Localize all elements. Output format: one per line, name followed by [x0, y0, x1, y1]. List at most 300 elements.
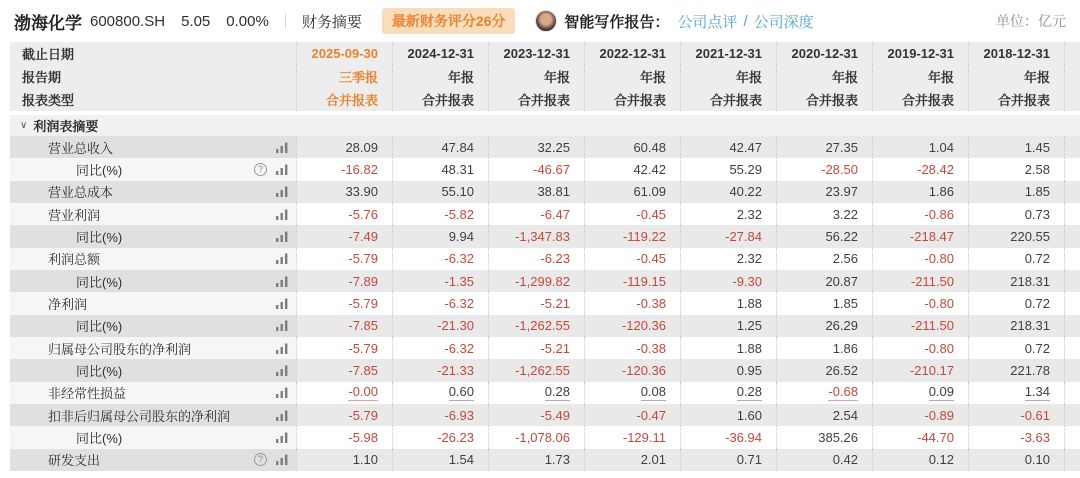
- row-label-cell: [10, 292, 296, 314]
- table-row: [10, 292, 1080, 314]
- value-cell: [968, 136, 1064, 158]
- value-cell: [680, 181, 776, 203]
- value-cell: [488, 449, 584, 471]
- value-text[interactable]: -0.68: [828, 384, 858, 400]
- value-text: -0.80: [924, 251, 954, 267]
- value-cell: [680, 292, 776, 314]
- row-label-cell: [10, 404, 296, 426]
- table-edge-sliver: [1064, 337, 1080, 359]
- value-cell: [296, 136, 392, 158]
- value-text: -210.17: [909, 363, 954, 379]
- bar-chart-icon[interactable]: [276, 298, 288, 309]
- value-cell: [776, 248, 872, 270]
- value-cell: [968, 270, 1064, 292]
- value-text: 0.95: [736, 363, 762, 379]
- value-text: -5.21: [540, 296, 570, 312]
- value-text: 1.86: [928, 184, 954, 200]
- value-text: 2.01: [640, 452, 666, 468]
- value-text: -1,078.06: [515, 430, 570, 446]
- value-cell: [680, 158, 776, 180]
- row-icons: [276, 186, 288, 197]
- value-text: 0.72: [1024, 251, 1050, 267]
- value-text[interactable]: 0.28: [544, 384, 570, 400]
- value-cell: [488, 158, 584, 180]
- ai-report-label: 智能写作报告：: [564, 13, 670, 31]
- value-cell: [776, 359, 872, 381]
- value-text: 26.52: [825, 363, 858, 379]
- value-cell: [296, 158, 392, 180]
- value-text: -21.33: [437, 363, 474, 379]
- value-cell: [680, 359, 776, 381]
- value-cell: [392, 426, 488, 448]
- value-cell: [296, 426, 392, 448]
- value-cell: [776, 225, 872, 247]
- table-edge-sliver: [1064, 65, 1080, 88]
- table-edge-sliver: [1064, 203, 1080, 225]
- value-cell: [488, 270, 584, 292]
- value-text: -6.93: [444, 407, 474, 423]
- value-text: -5.82: [444, 206, 474, 222]
- value-text: 1.88: [736, 296, 762, 312]
- value-text[interactable]: 0.09: [928, 384, 954, 400]
- value-cell: [776, 337, 872, 359]
- value-cell: [680, 203, 776, 225]
- bar-chart-icon[interactable]: [276, 186, 288, 197]
- table-edge-sliver: [1064, 404, 1080, 426]
- question-icon[interactable]: ?: [254, 453, 267, 466]
- table-row: [10, 203, 1080, 225]
- value-text: -1.35: [444, 273, 474, 289]
- header-cell-type: 合并报表: [584, 88, 680, 111]
- value-cell: [296, 337, 392, 359]
- value-text: 61.09: [633, 184, 666, 200]
- bar-chart-icon[interactable]: [276, 142, 288, 153]
- row-icons: [276, 209, 288, 220]
- value-cell: [392, 449, 488, 471]
- value-text: -21.30: [437, 318, 474, 334]
- value-cell: [872, 449, 968, 471]
- value-cell: [488, 181, 584, 203]
- table-row: [10, 449, 1080, 471]
- value-text: 218.31: [1010, 273, 1050, 289]
- value-text: -28.42: [917, 162, 954, 178]
- value-cell: [872, 359, 968, 381]
- header-cell-period: 年报: [392, 65, 488, 88]
- header-cell-type: 合并报表: [296, 88, 392, 111]
- value-cell: [488, 426, 584, 448]
- value-text[interactable]: 1.34: [1024, 384, 1050, 400]
- value-text: -120.36: [621, 363, 666, 379]
- value-cell: [872, 225, 968, 247]
- row-icons: [276, 231, 288, 242]
- value-cell: [968, 315, 1064, 337]
- row-label-cell: [10, 225, 296, 247]
- stock-change-percent: 0.00%: [226, 12, 269, 30]
- value-cell: [680, 337, 776, 359]
- value-text[interactable]: 0.28: [736, 384, 762, 400]
- value-text: 23.97: [825, 184, 858, 200]
- value-cell: [872, 404, 968, 426]
- row-label: 同比(%): [76, 274, 123, 290]
- header-cell-date: 2025-09-30: [296, 42, 392, 65]
- value-text: 42.42: [633, 162, 666, 178]
- value-cell: [584, 158, 680, 180]
- table-edge-sliver: [1064, 248, 1080, 270]
- value-text: -6.47: [540, 206, 570, 222]
- top-bar: [0, 0, 1080, 42]
- header-cell-type: 合并报表: [392, 88, 488, 111]
- row-label: 扣非后归属母公司股东的净利润: [48, 408, 231, 424]
- stock-price: 5.05: [181, 12, 211, 30]
- value-cell: [680, 136, 776, 158]
- row-label: 利润总额: [48, 252, 101, 268]
- value-text: 1.85: [832, 296, 858, 312]
- value-cell: [968, 292, 1064, 314]
- value-cell: [392, 337, 488, 359]
- value-cell: [776, 136, 872, 158]
- value-cell: [584, 359, 680, 381]
- row-icons: [276, 387, 288, 398]
- header-cell-period: 年报: [488, 65, 584, 88]
- bar-chart-icon[interactable]: [276, 231, 288, 242]
- value-cell: [584, 426, 680, 448]
- value-cell: [296, 382, 392, 404]
- value-text: 0.72: [1024, 340, 1050, 356]
- table-row: [10, 225, 1080, 247]
- link-company-depth[interactable]: 公司深度: [753, 13, 814, 31]
- value-cell: [392, 382, 488, 404]
- value-cell: [776, 315, 872, 337]
- value-cell: [584, 337, 680, 359]
- value-cell: [296, 449, 392, 471]
- table-edge-sliver: [1064, 292, 1080, 314]
- value-text: -5.79: [348, 296, 378, 312]
- value-text: -44.70: [917, 430, 954, 446]
- table-row: [10, 426, 1080, 448]
- header-label-period: 报告期: [22, 70, 62, 85]
- value-cell: [680, 404, 776, 426]
- value-text[interactable]: 0.08: [640, 384, 666, 400]
- vertical-divider: [285, 13, 286, 29]
- value-cell: [488, 136, 584, 158]
- value-cell: [296, 203, 392, 225]
- value-cell: [392, 292, 488, 314]
- value-cell: [872, 337, 968, 359]
- row-label: 营业总成本: [48, 185, 114, 201]
- row-label: 营业总收入: [48, 140, 114, 156]
- header-row-date: [10, 42, 1080, 65]
- table-edge-sliver: [1064, 225, 1080, 247]
- table-row: [10, 248, 1080, 270]
- value-text: 26.29: [825, 318, 858, 334]
- value-cell: [968, 337, 1064, 359]
- value-text: -5.98: [348, 430, 378, 446]
- value-cell: [488, 337, 584, 359]
- value-text: -7.85: [348, 363, 378, 379]
- value-cell: [584, 382, 680, 404]
- value-cell: [968, 203, 1064, 225]
- header-label-date: 截止日期: [22, 47, 75, 62]
- row-label-cell: [10, 449, 296, 471]
- stock-code: 600800.SH: [90, 12, 166, 30]
- value-text: -218.47: [909, 229, 954, 245]
- value-cell: [584, 292, 680, 314]
- row-label-cell: [10, 382, 296, 404]
- value-text: 1.60: [736, 407, 762, 423]
- tab-financial-summary[interactable]: 财务摘要: [301, 13, 362, 31]
- header-cell-date: 2023-12-31: [488, 42, 584, 65]
- table-row: [10, 404, 1080, 426]
- value-text: 220.55: [1010, 229, 1050, 245]
- bar-chart-icon[interactable]: [276, 410, 288, 421]
- value-text: -6.23: [540, 251, 570, 267]
- value-cell: [488, 225, 584, 247]
- value-text: -5.79: [348, 407, 378, 423]
- value-text: -0.38: [636, 296, 666, 312]
- row-label: 同比(%): [76, 431, 123, 447]
- header-cell-date: 2021-12-31: [680, 42, 776, 65]
- bar-chart-icon[interactable]: [276, 320, 288, 331]
- value-text: 27.35: [825, 139, 858, 155]
- section-title: 利润表摘要: [33, 119, 99, 134]
- value-cell: [680, 225, 776, 247]
- value-text: 1.73: [544, 452, 570, 468]
- assistant-avatar-icon: [535, 10, 557, 32]
- value-text: -119.22: [622, 229, 666, 245]
- value-text: 0.42: [832, 452, 858, 468]
- link-company-comment[interactable]: 公司点评: [677, 13, 738, 31]
- row-label: 同比(%): [76, 163, 123, 179]
- value-text: 0.73: [1024, 206, 1050, 222]
- value-cell: [872, 270, 968, 292]
- value-text: 2.58: [1024, 162, 1050, 178]
- row-icons: [276, 365, 288, 376]
- row-icons: [254, 163, 288, 176]
- chevron-down-icon[interactable]: ∨: [20, 120, 28, 131]
- table-edge-sliver: [1064, 449, 1080, 471]
- value-text: -0.38: [636, 340, 666, 356]
- value-cell: [392, 270, 488, 292]
- table-row: [10, 136, 1080, 158]
- value-cell: [392, 136, 488, 158]
- value-text: 1.25: [736, 318, 762, 334]
- value-cell: [488, 404, 584, 426]
- value-text: -9.30: [732, 273, 762, 289]
- row-icons: [276, 343, 288, 354]
- value-cell: [776, 158, 872, 180]
- value-cell: [584, 315, 680, 337]
- value-cell: [296, 292, 392, 314]
- value-text: 1.88: [736, 340, 762, 356]
- section-income-statement[interactable]: [10, 115, 1080, 136]
- value-text: -27.84: [725, 229, 762, 245]
- row-label: 净利润: [48, 297, 88, 313]
- stock-name: 渤海化学: [14, 13, 82, 33]
- header-cell-period: 三季报: [296, 65, 392, 88]
- value-text: -129.11: [622, 430, 666, 446]
- table-edge-sliver: [1064, 382, 1080, 404]
- value-text: -6.32: [444, 340, 474, 356]
- value-text: -7.49: [348, 229, 378, 245]
- row-label-cell: [10, 270, 296, 292]
- bar-chart-icon[interactable]: [276, 209, 288, 220]
- row-icons: [276, 253, 288, 264]
- value-cell: [392, 181, 488, 203]
- table-row: [10, 270, 1080, 292]
- value-text: -1,299.82: [515, 273, 570, 289]
- header-label-type: 报表类型: [22, 93, 75, 108]
- header-cell-type: 合并报表: [776, 88, 872, 111]
- bar-chart-icon[interactable]: [276, 253, 288, 264]
- header-cell-date: 2022-12-31: [584, 42, 680, 65]
- value-cell: [584, 225, 680, 247]
- question-icon[interactable]: ?: [254, 163, 267, 176]
- row-icons: [276, 432, 288, 443]
- header-cell-period: 年报: [776, 65, 872, 88]
- bar-chart-icon[interactable]: [276, 365, 288, 376]
- value-text: 1.54: [448, 452, 474, 468]
- value-cell: [680, 315, 776, 337]
- value-text: -5.76: [348, 206, 378, 222]
- value-text: 2.54: [832, 407, 858, 423]
- value-text[interactable]: -0.00: [348, 384, 378, 400]
- value-text: 385.26: [818, 430, 858, 446]
- link-separator: /: [743, 12, 748, 30]
- table-row: [10, 315, 1080, 337]
- value-cell: [488, 203, 584, 225]
- value-text[interactable]: 0.60: [448, 384, 474, 400]
- header-row-type: [10, 88, 1080, 111]
- value-cell: [584, 404, 680, 426]
- value-cell: [872, 426, 968, 448]
- value-cell: [584, 181, 680, 203]
- row-label-cell: [10, 337, 296, 359]
- value-cell: [776, 449, 872, 471]
- value-cell: [872, 203, 968, 225]
- value-text: -0.47: [636, 407, 666, 423]
- value-text: -0.86: [924, 206, 954, 222]
- bar-chart-icon[interactable]: [276, 432, 288, 443]
- table-edge-sliver: [1064, 426, 1080, 448]
- value-cell: [776, 382, 872, 404]
- value-cell: [968, 158, 1064, 180]
- value-text: 48.31: [441, 162, 474, 178]
- header-cell-type: 合并报表: [968, 88, 1064, 111]
- header-cell-date: 2024-12-31: [392, 42, 488, 65]
- value-cell: [296, 248, 392, 270]
- value-cell: [584, 270, 680, 292]
- value-cell: [776, 292, 872, 314]
- value-text: 3.22: [832, 206, 858, 222]
- value-cell: [680, 449, 776, 471]
- value-cell: [872, 315, 968, 337]
- value-text: -0.45: [636, 206, 666, 222]
- row-icons: [276, 142, 288, 153]
- value-cell: [584, 248, 680, 270]
- value-text: 0.71: [736, 452, 762, 468]
- header-cell-period: 年报: [584, 65, 680, 88]
- value-cell: [296, 315, 392, 337]
- row-label: 研发支出: [48, 453, 101, 469]
- bar-chart-icon[interactable]: [276, 387, 288, 398]
- table-edge-sliver: [1064, 181, 1080, 203]
- table-edge-sliver: [1064, 42, 1080, 65]
- value-text: -28.50: [821, 162, 858, 178]
- bar-chart-icon[interactable]: [276, 343, 288, 354]
- table-row: [10, 181, 1080, 203]
- value-text: -211.50: [910, 273, 954, 289]
- value-text: -5.21: [540, 340, 570, 356]
- value-cell: [296, 404, 392, 426]
- bar-chart-icon[interactable]: [276, 164, 288, 175]
- table-row: [10, 337, 1080, 359]
- value-cell: [968, 248, 1064, 270]
- value-text: -36.94: [725, 430, 762, 446]
- value-cell: [488, 382, 584, 404]
- value-text: 2.32: [736, 206, 762, 222]
- unit-label: 单位：亿元: [996, 13, 1066, 29]
- row-label-cell: [10, 359, 296, 381]
- value-text: 33.90: [345, 184, 378, 200]
- row-label: 归属母公司股东的净利润: [48, 341, 192, 357]
- table-row: [10, 359, 1080, 381]
- value-text: -7.85: [348, 318, 378, 334]
- header-cell-type: 合并报表: [872, 88, 968, 111]
- value-cell: [776, 404, 872, 426]
- value-text: -0.80: [924, 340, 954, 356]
- table-edge-sliver: [1064, 315, 1080, 337]
- row-label-cell: [10, 248, 296, 270]
- value-text: -6.32: [444, 296, 474, 312]
- value-text: -1,262.55: [515, 363, 570, 379]
- value-text: 56.22: [825, 229, 858, 245]
- bar-chart-icon[interactable]: [276, 276, 288, 287]
- value-cell: [296, 270, 392, 292]
- row-label-cell: [10, 203, 296, 225]
- header-cell-period: 年报: [968, 65, 1064, 88]
- row-label: 同比(%): [76, 364, 123, 380]
- value-text: 47.84: [441, 139, 474, 155]
- table-edge-sliver: [1064, 136, 1080, 158]
- header-cell-type: 合并报表: [488, 88, 584, 111]
- financial-score-badge[interactable]: 最新财务评分26分: [382, 8, 516, 34]
- value-cell: [392, 203, 488, 225]
- value-cell: [296, 225, 392, 247]
- value-cell: [488, 292, 584, 314]
- header-cell-date: 2019-12-31: [872, 42, 968, 65]
- row-label-cell: [10, 315, 296, 337]
- value-cell: [776, 426, 872, 448]
- value-text: -0.89: [924, 407, 954, 423]
- value-cell: [392, 225, 488, 247]
- value-cell: [968, 359, 1064, 381]
- value-text: 20.87: [825, 273, 858, 289]
- value-cell: [488, 248, 584, 270]
- value-text: -1,347.83: [515, 229, 570, 245]
- value-cell: [296, 359, 392, 381]
- value-text: -16.82: [341, 162, 378, 178]
- value-cell: [968, 181, 1064, 203]
- bar-chart-icon[interactable]: [276, 454, 288, 465]
- row-icons: [276, 298, 288, 309]
- value-cell: [872, 382, 968, 404]
- value-cell: [392, 248, 488, 270]
- value-text: 218.31: [1010, 318, 1050, 334]
- value-text: -119.15: [622, 273, 666, 289]
- row-label: 营业利润: [48, 207, 101, 223]
- value-text: 1.45: [1024, 139, 1050, 155]
- value-text: 2.32: [736, 251, 762, 267]
